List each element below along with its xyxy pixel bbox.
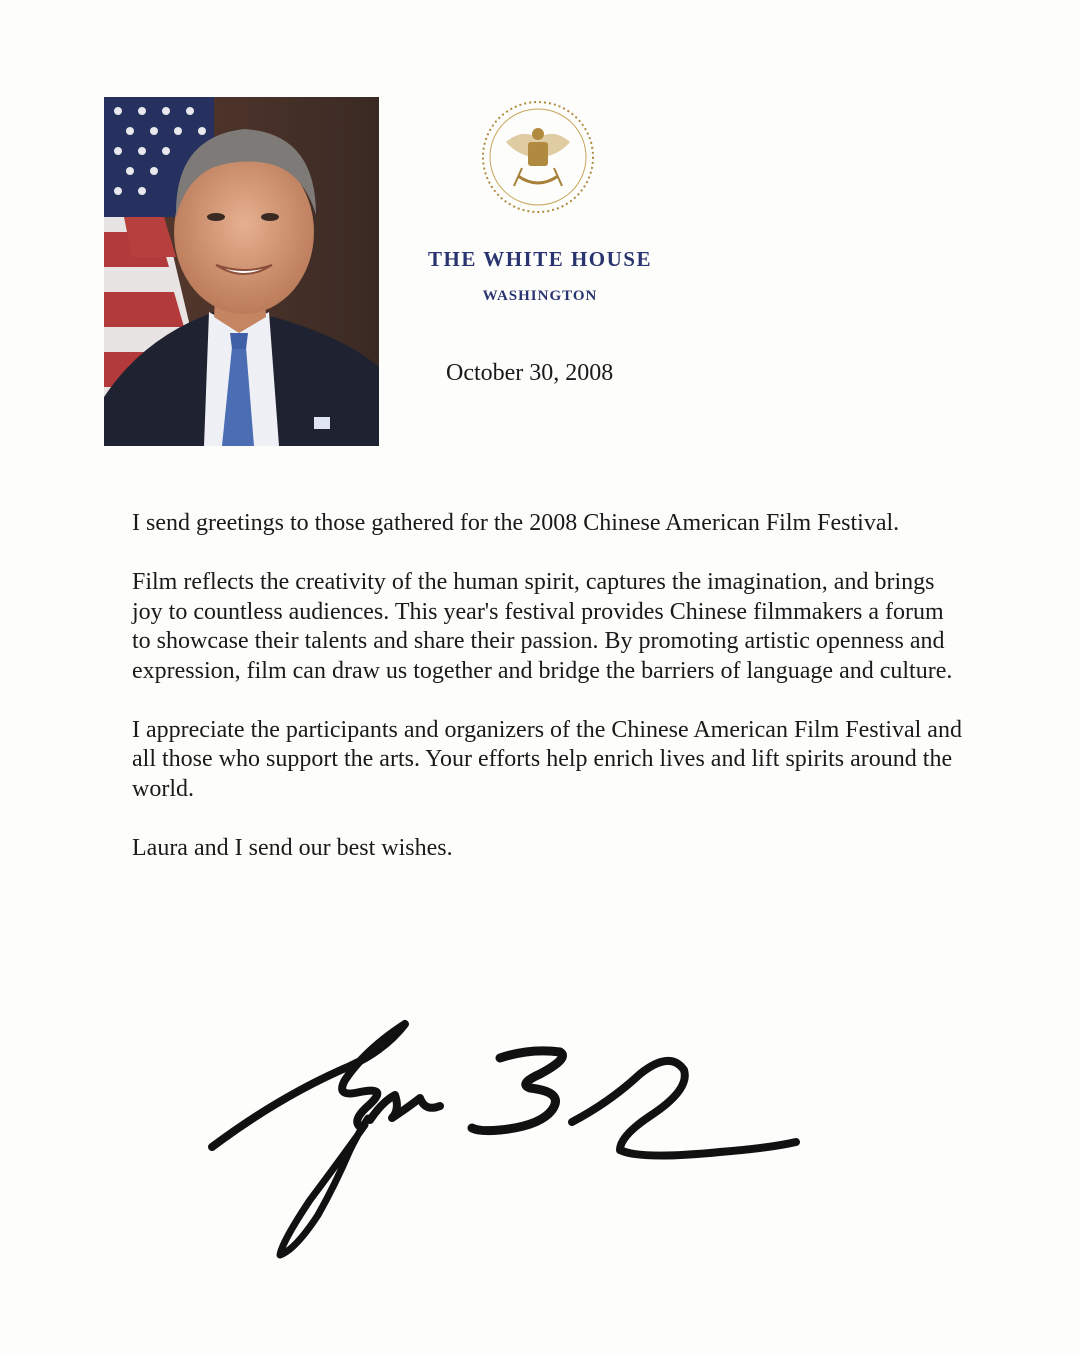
paragraph-1: I send greetings to those gathered for the 2008 Chinese American Film Festival.: [132, 510, 900, 536]
paragraph-2: Film reflects the creativity of the human spirit, captures the imagination, and brings joy to countless audiences. This year's festival provides Chinese filmmakers a forum to showcase their talents and share their passion. By promoting artistic openness and expression, film can draw us together and bridge the barriers of language and culture.: [132, 569, 953, 684]
letter-date: October 30, 2008: [446, 360, 614, 386]
letter-body: [132, 509, 962, 893]
paragraph-4: Laura and I send our best wishes.: [132, 834, 453, 861]
portrait-photo: [104, 97, 379, 446]
handwritten-signature: [200, 1010, 820, 1270]
letterhead-subtitle: WASHINGTON: [482, 288, 598, 304]
paragraph-3: I appreciate the participants and organizers of the Chinese American Film Festival and all those who support the arts. Your efforts help enrich lives and lift spirits around the world.: [132, 716, 962, 802]
letterhead-title: THE WHITE HOUSE: [427, 247, 652, 271]
presidential-seal: [478, 98, 598, 216]
